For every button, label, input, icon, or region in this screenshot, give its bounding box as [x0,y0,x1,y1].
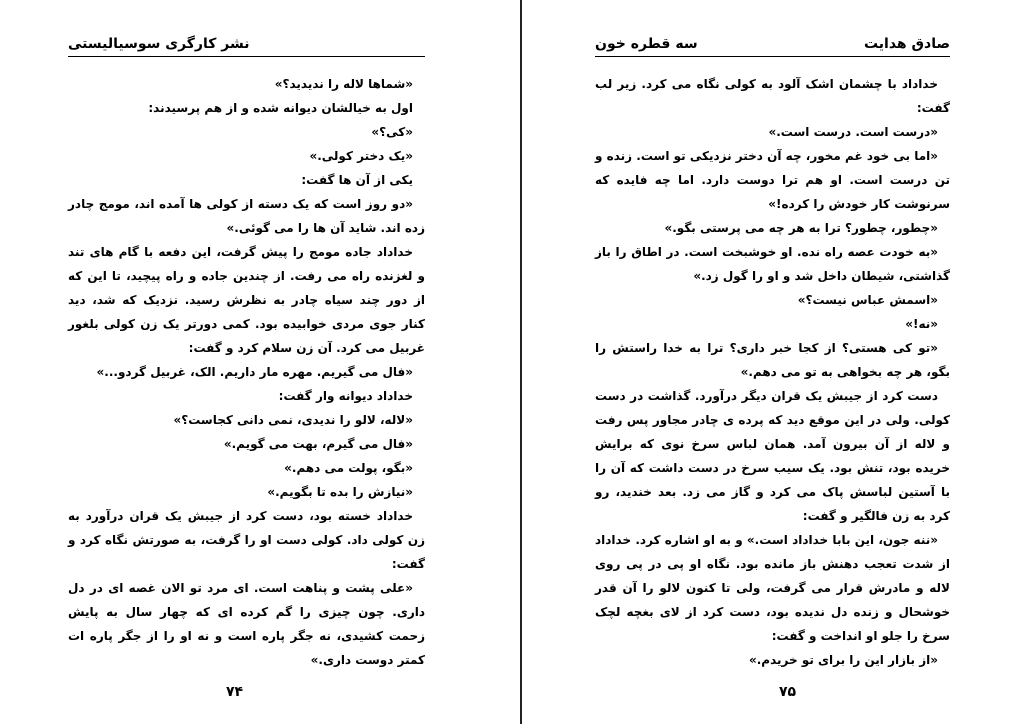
page-gutter [520,0,522,724]
book-title: سه قطره خون [595,36,698,52]
paragraph: «یک دختر کولی.» [309,149,413,163]
header-rule [68,56,425,57]
paragraph: «اسمش عباس نیست؟» [797,293,938,307]
paragraph: «بگو، پولت می دهم.» [284,461,413,475]
paragraph: «شماها لاله را ندیدید؟» [274,77,413,91]
paragraph: خداداد جاده مومج را پیش گرفت، این دفعه با گام های تند و لغزنده راه می رفت. از چندین جاده و راه پیچید، تا این که از دور چند سیاه چادر به نظرش رسید. نزدیک که شد، دید کنار جوی مردی خوابیده بود. کمی دورتر یک زن کولی بلغور غربیل می کرد. آن زن سلام کرد و گفت: [68,245,425,355]
left-page-body [68,72,425,672]
page-number: ۷۵ [779,684,797,700]
paragraph: «تو کی هستی؟ از کجا خبر داری؟ ترا به خدا راستش را بگو، هر چه بخواهی به تو می دهم.» [595,341,950,379]
paragraph: «کی؟» [371,125,413,139]
paragraph: «ننه جون، این بابا خداداد است.» و به او اشاره کرد. خداداد از شدت تعجب دهنش باز مانده بود. نگاه او پی در پی روی لاله و مادرش قرار می گرفت، ولی تا کنون لالو را آن قدر خوشحال و زنده دل ندیده بود، دست کرد از لای بغچه لچک سرخ را جلو او انداخت و گفت: [595,533,950,643]
paragraph: «نیازش را بده تا بگویم.» [267,485,413,499]
header-rule [595,56,950,57]
left-page-header [68,36,425,58]
publisher-name: نشر کارگری سوسیالیستی [68,36,250,52]
paragraph: یکی از آن ها گفت: [301,173,413,187]
paragraph: «علی پشت و پناهت است. ای مرد تو الان غصه ای در دل داری. چون چیزی را گم کرده ای که چهار سال به پایش زحمت کشیدی، نه جگر پاره است و نه او را از جگر پاره ات کمتر دوست داری.» [68,581,425,667]
right-page-body [595,72,950,672]
paragraph: خداداد با چشمان اشک آلود به کولی نگاه می کرد. زیر لب گفت: [595,77,950,115]
paragraph: دست کرد از جیبش یک قران دیگر درآورد. گذاشت در دست کولی. ولی در این موقع دید که پرده ی چادر مجاور پس رفت و لاله از آن بیرون آمد. همان لباس سرخ نوی که برایش خریده بود، تنش بود. یک سیب سرخ در دست داشت که آن را با آستین لباسش پاک می کرد و گاز می زد. بعد خندید، رو کرد به زن فالگیر و گفت: [595,389,950,523]
paragraph: «لاله، لالو را ندیدی، نمی دانی کجاست؟» [173,413,413,427]
paragraph: «چطور، چطور؟ ترا به هر چه می پرستی بگو.» [664,221,938,235]
paragraph: خداداد خسته بود، دست کرد از جیبش یک قران درآورد به زن کولی داد. کولی دست او را گرفت، به صورتش نگاه کرد و گفت: [68,509,425,571]
paragraph: «نه!» [905,317,938,331]
right-page [525,0,1020,724]
right-page-header [595,36,950,58]
paragraph: «درست است. درست است.» [768,125,938,139]
paragraph: اول به خیالشان دیوانه شده و از هم پرسیدند: [148,101,413,115]
author-name: صادق هدایت [863,36,950,52]
paragraph: «به خودت عصه راه نده. او خوشبخت است. در اطاق را باز گذاشتی، شیطان داخل شد و او را گول زد.» [595,245,950,283]
paragraph: «دو روز است که یک دسته از کولی ها آمده اند، مومج چادر زده اند. شاید آن ها را می گوئی.» [68,197,425,235]
paragraph: «فال می گیرم، بهت می گویم.» [223,437,413,451]
page-number: ۷۴ [226,684,244,700]
paragraph: «از بازار این را برای تو خریدم.» [749,653,938,667]
paragraph: خداداد دیوانه وار گفت: [278,389,413,403]
paragraph: «فال می گیریم. مهره مار داریم. الک، غربیل گردو...» [96,365,413,379]
paragraph: «اما بی خود غم مخور، چه آن دختر نزدیکی تو است. زنده و تن درست است. او هم ترا دوست دارد. اما چه فایده که سرنوشت کار خودش را کرده!» [595,149,950,211]
